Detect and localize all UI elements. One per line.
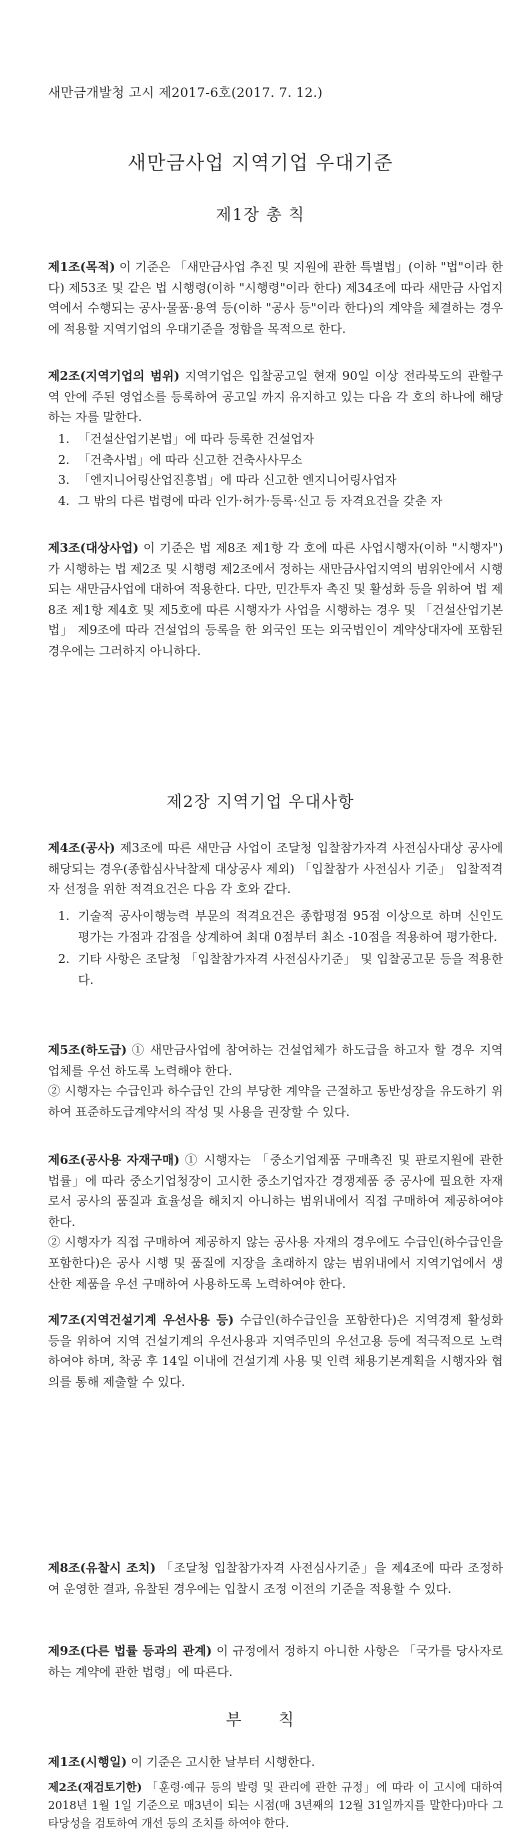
article-heading: 제4조(공사) — [48, 841, 116, 855]
article-body: 수급인(하수급인을 포함한다)은 지역경제 활성화 등을 위하여 지역 건설기계의 우선사용과 지역주민의 우선고용 등에 적극적으로 노력하여야 하며, 착공 후 14일 이내에 건설기계 사용 및 인력 채용기본계획을 시행자와 협의를 통해 제출할 수 있다. — [48, 1313, 503, 1389]
article-body: ① 시행자는 「중소기업제품 구매촉진 및 판로지원에 관한 법률」에 따라 중소기업청장이 고시한 중소기업자간 경쟁제품 중 공사에 필요한 자재로서 공사의 품질과 효율성을 해치지 아니하는 범위내에서 직접 구매하여 제공하여야 한다. — [48, 1153, 503, 1229]
article-3 — [48, 538, 503, 662]
article-heading: 제8조(유찰시 조치) — [48, 1561, 156, 1575]
article-7 — [48, 1310, 503, 1392]
list-item: 1. 기술적 공사이행능력 부문의 적격요건은 종합평점 95점 이상으로 하며 신인도 평가는 가점과 감점을 상계하여 최대 0점부터 최소 -10점을 적용하여 평가한다. — [58, 909, 503, 944]
article-heading: 제1조(목적) — [48, 260, 116, 274]
article-heading: 제5조(하도급) — [48, 1043, 127, 1057]
article-paragraph-2: ② 시행자가 직접 구매하여 제공하지 않는 공사용 자재의 경우에도 수급인(하수급인을 포함한다)은 공사 시행 및 품질에 지장을 초래하지 않는 범위내에서 지역기업에서 생산한 제품을 우선 구매하여 사용하도록 노력하여야 한다. — [48, 1235, 503, 1291]
article-2-list — [58, 429, 503, 511]
chapter-2-title: 제2장 지역기업 우대사항 — [166, 792, 355, 811]
article-heading: 제2조(지역기업의 범위) — [48, 369, 180, 383]
list-item: 2. 「건축사법」에 따라 신고한 건축사사무소 — [58, 452, 303, 467]
article-2 — [48, 366, 503, 428]
article-body: 「조달청 입찰참가자격 사전심사기준」을 제4조에 따라 조정하여 운영한 결과, 유찰된 경우에는 입찰시 조정 이전의 기준을 적용할 수 있다. — [48, 1561, 503, 1596]
article-heading: 제7조(지역건설기계 우선사용 등) — [48, 1313, 234, 1327]
article-paragraph-2: ② 시행자는 수급인과 하수급인 간의 부당한 계약을 근절하고 동반성장을 유도하기 위하여 표준하도급계약서의 작성 및 사용을 권장할 수 있다. — [48, 1084, 503, 1119]
addenda-title: 부 칙 — [226, 1710, 295, 1729]
article-8 — [48, 1558, 503, 1599]
article-body: 이 기준은 고시한 날부터 시행한다. — [126, 1755, 315, 1769]
article-body: 제3조에 따른 새만금 사업이 조달청 입찰참가자격 사전심사대상 공사에 해당되는 경우(종합심사낙찰제 대상공사 제외) 「입찰참가 사전심사 기준」 입찰적격자 선정을 위한 적격요건은 다음 각 호와 같다. — [48, 841, 503, 897]
list-item: 3. 「엔지니어링산업진흥법」에 따라 신고한 엔지니어링사업자 — [58, 473, 397, 488]
addenda-article-1 — [48, 1752, 503, 1773]
article-4 — [48, 838, 503, 900]
article-body: 이 기준은 「새만금사업 추진 및 지원에 관한 특별법」(이하 "법"이라 한다) 제53조 및 같은 법 시행령(이하 "시행령"이라 한다) 제34조에 따라 새만금 사업지역에서 수행되는 공사·물품·용역 등(이하 "공사 등"이라 한다)의 계약을 체결하는 경우에 적용할 지역기업의 우대기준을 정함을 목적으로 한다. — [48, 260, 503, 336]
chapter-1-title: 제1장 총 칙 — [215, 205, 306, 224]
article-heading: 제1조(시행일) — [48, 1755, 127, 1769]
notice-number: 새만금개발청 고시 제2017-6호(2017. 7. 12.) — [48, 86, 323, 101]
article-1 — [48, 257, 503, 339]
article-heading: 제3조(대상사업) — [48, 541, 139, 555]
list-item: 2. 기타 사항은 조달청 「입찰참가자격 사전심사기준」 및 입찰공고문 등을 적용한다. — [58, 952, 503, 987]
addenda-article-2 — [48, 1779, 503, 1832]
list-item: 4. 그 밖의 다른 법령에 따라 인가·허가·등록·신고 등 자격요건을 갖춘 자 — [58, 493, 443, 508]
article-5 — [48, 1040, 503, 1122]
article-heading: 제2조(재검토기한) — [48, 1780, 143, 1794]
article-heading: 제9조(다른 법률 등과의 관계) — [48, 1644, 212, 1658]
article-6 — [48, 1150, 503, 1294]
list-item: 1. 「건설산업기본법」에 따라 등록한 건설업자 — [58, 432, 315, 446]
document-title: 새만금사업 지역기업 우대기준 — [127, 152, 394, 174]
article-body: 지역기업은 입찰공고일 현재 90일 이상 전라북도의 관할구역 안에 주된 영업소를 등록하여 공고일 까지 유지하고 있는 다음 각 호의 하나에 해당하는 자를 말한다. — [48, 369, 503, 425]
article-4-list — [58, 906, 503, 990]
article-9 — [48, 1641, 503, 1682]
article-body: ① 새만금사업에 참여하는 건설업체가 하도급을 하고자 할 경우 지역업체를 우선 하도록 노력해야 한다. — [48, 1043, 503, 1078]
article-body: 「훈령·예규 등의 발령 및 관리에 관한 규정」에 따라 이 고시에 대하여 2018년 1월 1일 기준으로 매3년이 되는 시점(매 3년째의 12월 31일까지를 말한다)마다 그 타당성을 검토하여 개선 등의 조치를 하여야 한다. — [48, 1781, 503, 1830]
article-heading: 제6조(공사용 자재구매) — [48, 1153, 180, 1167]
article-body: 이 기준은 법 제8조 제1항 각 호에 따른 사업시행자(이하 "시행자")가 시행하는 법 제2조 및 시행령 제2조에서 정하는 새만금사업지역의 범위안에서 시행되는 새만금사업에 대하여 적용한다. 다만, 민간투자 촉진 및 활성화 등을 위하여 법 제8조 제1항 제4호 및 제5호에 따른 시행자가 사업을 시행하는 경우 및 「건설산업기본법」 제9조에 따라 건설업의 등록을 한 외국인 또는 외국법인이 계약상대자에 포함된 경우에는 그러하지 아니하다. — [48, 541, 503, 658]
article-body: 이 규정에서 정하지 아니한 사항은 「국가를 당사자로 하는 계약에 관한 법령」에 따른다. — [48, 1644, 504, 1679]
